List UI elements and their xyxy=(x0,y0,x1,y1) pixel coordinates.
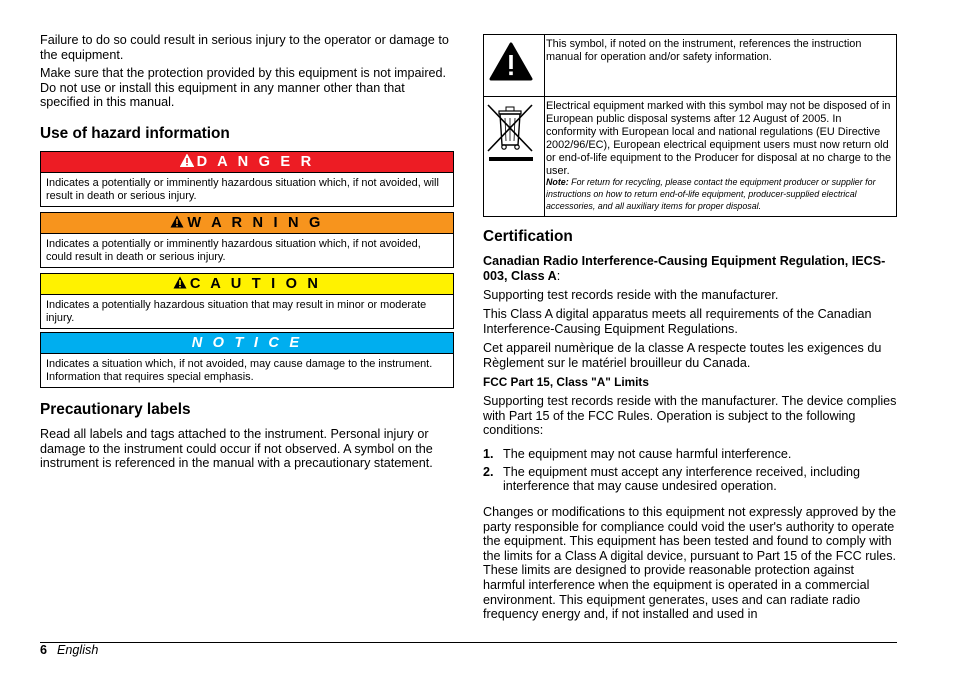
footer-language: English xyxy=(57,643,99,657)
intro-paragraph-2: Make sure that the protection provided by this equipment is not impaired. Do not use or install this equipment in any manner other than that specified in this manual. xyxy=(40,66,447,110)
conditions-list xyxy=(483,447,897,494)
danger-box xyxy=(40,151,454,207)
caution-banner xyxy=(41,274,453,295)
danger-title: D A N G E R xyxy=(196,154,315,170)
notice-box xyxy=(40,332,454,388)
caution-warning-icon xyxy=(173,276,187,289)
intro-paragraph-1: Failure to do so could result in serious injury to the operator or damage to the equipment. xyxy=(40,33,449,62)
labels-paragraph: Read all labels and tags attached to the instrument. Personal injury or damage to the instrument could occur if not observed. A symbol on the instrument is referenced in the manual with a precautionary statement. xyxy=(40,427,433,471)
footer-divider xyxy=(40,642,897,643)
canada-heading-text: Canadian Radio Interference-Causing Equipment Regulation, IECS-003, Class A xyxy=(483,254,886,283)
symbol-text-cell xyxy=(545,97,897,217)
symbol-icon-cell xyxy=(484,35,545,97)
list-item xyxy=(483,465,897,494)
list-item-text: The equipment may not cause harmful interference. xyxy=(503,447,792,461)
list-item-number: 1. xyxy=(483,447,494,461)
caution-text: Indicates a potentially hazardous situation that may result in minor or moderate injury. xyxy=(46,299,427,324)
canada-heading xyxy=(483,254,897,283)
fcc-paragraph-2: Changes or modifications to this equipment not expressly approved by the party responsible for compliance could void the user's authority to operate the equipment. This equipment has been tested and found to comply with the limits for a Class A digital device, pursuant to Part 15 of the FCC rules. These limits are designed to provide reasonable protection against harmful interference when the equipment is operated in a commercial environment. This equipment generates, uses and can radiate radio frequency energy and, if not installed and used in xyxy=(483,505,897,622)
danger-warning-icon xyxy=(180,154,194,167)
warning-banner xyxy=(41,213,453,234)
note-text: For return for recycling, please contact the equipment producer or supplier for instructions on how to return end-of-life equipment, producer-supplied electrical accessories, and all auxiliary items for proper disposal. xyxy=(546,177,876,211)
canada-heading-colon: : xyxy=(556,268,561,283)
disposal-note xyxy=(546,177,892,212)
caution-box xyxy=(40,273,454,329)
canada-paragraph-3: Cet appareil numèrique de la classe A respecte toutes les exigences du Règlement sur le matériel brouilleur du Canada. xyxy=(483,341,882,370)
labels-heading: Precautionary labels xyxy=(40,401,191,418)
page-number: 6 xyxy=(40,643,48,657)
symbol-row xyxy=(484,35,897,97)
crossed-bin-icon xyxy=(484,97,544,163)
notice-banner xyxy=(41,333,453,354)
warning-text: Indicates a potentially or imminently hazardous situation which, if not avoided, could result in death or serious injury. xyxy=(46,238,421,263)
canada-paragraph-2: This Class A digital apparatus meets all requirements of the Canadian Interference-Causing Equipment Regulations. xyxy=(483,307,872,336)
symbol-row xyxy=(484,97,897,217)
symbols-table xyxy=(483,34,897,217)
hazard-heading: Use of hazard information xyxy=(40,125,230,142)
danger-banner xyxy=(41,152,453,173)
symbol-text: Electrical equipment marked with this symbol may not be disposed of in European public disposal systems after 12 August of 2005. In conformity with European local and national regulations (EU Directive 2002/96/EC), European electrical equipment users must now return old or end-of-life equipment to the Producer for disposal at no charge to the user. xyxy=(546,100,892,177)
warning-title: W A R N I N G xyxy=(187,215,324,231)
fcc-heading: FCC Part 15, Class "A" Limits xyxy=(483,375,649,389)
caution-title: C A U T I O N xyxy=(189,276,322,292)
list-item xyxy=(483,447,897,462)
danger-text: Indicates a potentially or imminently hazardous situation which, if not avoided, will result in death or serious injury. xyxy=(46,177,439,202)
warning-triangle-icon xyxy=(484,35,544,91)
notice-title: N O T I C E xyxy=(191,335,303,351)
fcc-paragraph-1: Supporting test records reside with the manufacturer. The device complies with Part 15 of the FCC Rules. Operation is subject to the following conditions: xyxy=(483,394,897,438)
warning-box xyxy=(40,212,454,268)
notice-text: Indicates a situation which, if not avoided, may cause damage to the instrument. Information that requires special emphasis. xyxy=(46,358,433,383)
footer xyxy=(40,643,98,657)
warning-warning-icon xyxy=(170,215,184,228)
list-item-text: The equipment must accept any interference received, including interference that may cause undesired operation. xyxy=(503,464,861,494)
list-item-number: 2. xyxy=(483,464,494,479)
note-label: Note: xyxy=(546,177,569,188)
certification-heading: Certification xyxy=(483,228,573,245)
symbol-icon-cell xyxy=(484,97,545,217)
symbol-text: This symbol, if noted on the instrument, references the instruction manual for operation and/or safety information. xyxy=(545,35,897,97)
canada-paragraph-1: Supporting test records reside with the manufacturer. xyxy=(483,288,779,302)
